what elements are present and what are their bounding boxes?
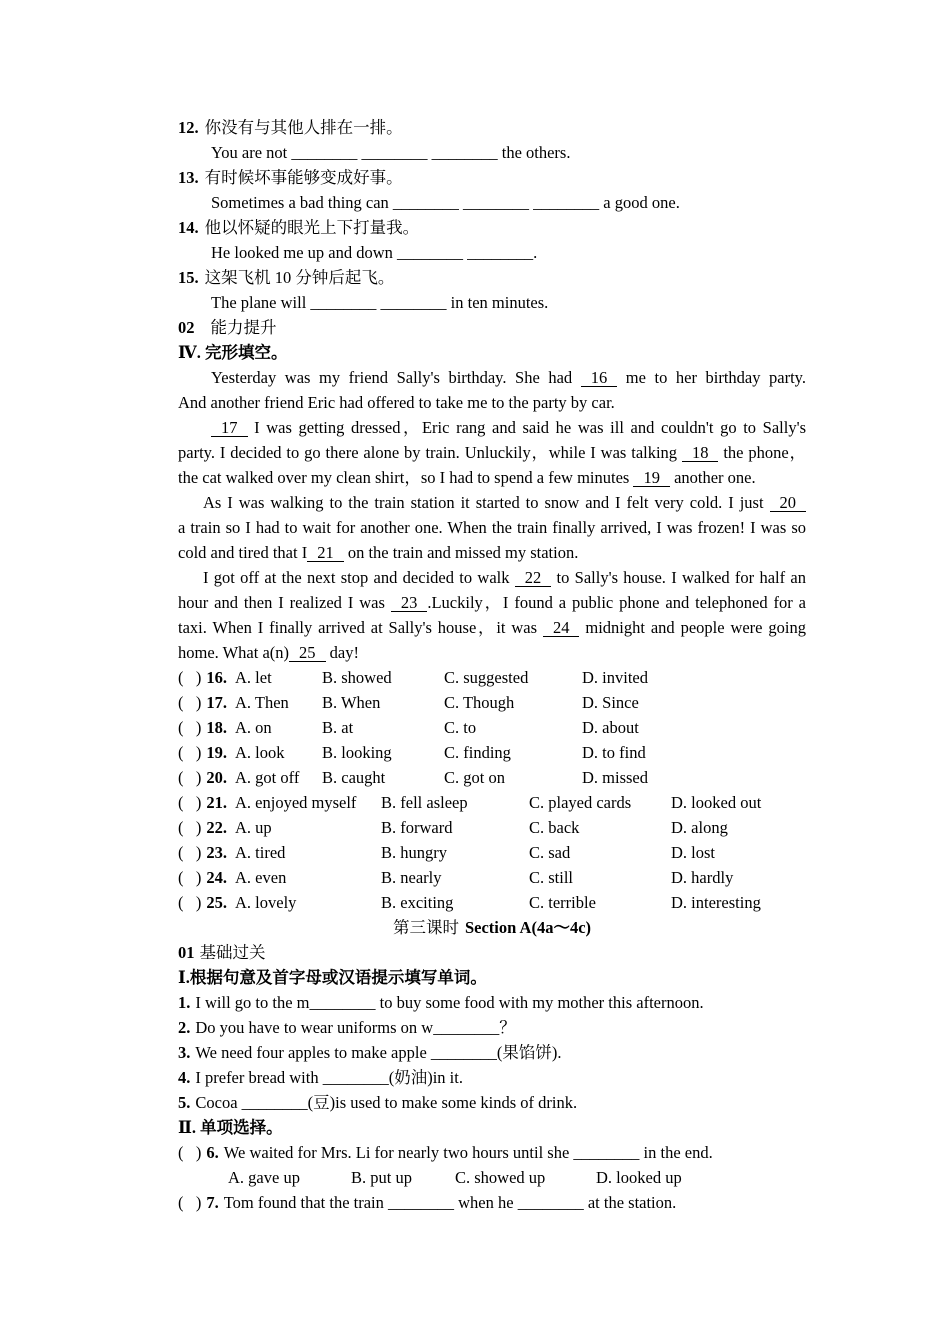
answer-bracket: ( ) [178,818,202,837]
option-d: D. lost [671,843,716,862]
cloze-line [178,640,806,665]
answer-bracket: ( ) [178,718,202,737]
cloze-line [178,515,806,540]
item-text: We need four apples to make apple ________(果馅饼). [195,1043,562,1062]
cloze-text: a train so I had to wait for another one. When the train finally arrived, I was frozen! I was so [178,518,806,537]
option-d: D. interesting [671,893,761,912]
cloze-text: Yesterday was my friend Sally's birthday. She had [211,368,581,387]
chinese-sentence: 有时候坏事能够变成好事。 [204,168,403,187]
option-b: B. put up [351,1168,412,1187]
question-text: We waited for Mrs. Li for nearly two hours until she ________ in the end. [223,1143,713,1162]
section-2-heading: Ⅱ. 单项选择。 [178,1118,283,1137]
translation-item-12 [178,115,806,140]
cloze-line [178,365,806,390]
answer-bracket: ( ) [178,1193,202,1212]
option-d: D. along [671,818,728,837]
cloze-blank-18: 18 [682,445,719,462]
option-a: A. look [235,743,285,762]
cloze-blank-16: 16 [581,370,618,387]
item-text: I will go to the m________ to buy some food with my mother this afternoon. [195,993,704,1012]
chinese-sentence: 他以怀疑的眼光上下打量我。 [204,218,420,237]
cloze-text: midnight and people were going [579,618,806,637]
question-number: 20. [206,768,227,787]
cloze-line [178,465,806,490]
question-row-16 [178,665,806,690]
cloze-line [178,440,806,465]
item-number: 3. [178,1043,191,1062]
option-c: C. still [529,868,574,887]
item-number: 2. [178,1018,191,1037]
lesson-title-en: Section A(4a～4c) [464,918,592,937]
option-a: A. Then [235,693,289,712]
option-b: B. nearly [381,868,442,887]
option-d: D. hardly [671,868,734,887]
answer-bracket: ( ) [178,1143,202,1162]
cloze-blank-17: 17 [211,420,248,437]
option-a: A. lovely [235,893,297,912]
answer-bracket: ( ) [178,768,202,787]
fill-item-3 [178,1040,806,1065]
question-row-22 [178,815,806,840]
translation-item-15 [178,265,806,290]
question-row-21 [178,790,806,815]
item-text: Do you have to wear uniforms on w________？ [195,1018,516,1037]
option-d: D. about [582,718,639,737]
option-a: A. even [235,868,287,887]
cloze-text: .Luckily，I found a public phone and telephoned for a [427,593,806,612]
option-b: B. looking [322,743,392,762]
cloze-blank-20: 20 [770,495,807,512]
option-d: D. looked out [671,793,762,812]
option-b: B. caught [322,768,386,787]
cloze-blank-22: 22 [515,570,552,587]
option-c: C. played cards [529,793,632,812]
cloze-text: home. What a(n) [178,643,290,662]
question-row-7 [178,1190,806,1215]
question-number: 6. [206,1143,219,1162]
option-c: C. suggested [444,668,529,687]
cloze-line [178,590,806,615]
worksheet-page [178,115,806,1215]
option-d: D. to find [582,743,646,762]
answer-bracket: ( ) [178,793,202,812]
question-options-6 [178,1165,806,1190]
option-b: B. forward [381,818,453,837]
item-text: I prefer bread with ________(奶油)in it. [195,1068,463,1087]
part-title: 基础过关 [199,943,266,962]
item-number: 14. [178,218,199,237]
option-d: D. looked up [596,1168,682,1187]
option-d: D. missed [582,768,648,787]
question-number: 22. [206,818,227,837]
cloze-blank-19: 19 [633,470,670,487]
fill-item-2 [178,1015,806,1040]
cloze-text: party. I decided to go there alone by train. Unluckily，while I was talking [178,443,682,462]
answer-bracket: ( ) [178,743,202,762]
cloze-blank-24: 24 [543,620,580,637]
cloze-text: hour and then I realized I was [178,593,391,612]
cloze-text: And another friend Eric had offered to take me to the party by car. [178,393,615,412]
cloze-text: As I was walking to the train station it started to snow and I felt very cold. I just [203,493,770,512]
option-a: A. tired [235,843,286,862]
answer-bracket: ( ) [178,668,202,687]
cloze-text: day! [325,643,359,662]
question-number: 16. [206,668,227,687]
question-row-25 [178,890,806,915]
option-b: B. hungry [381,843,447,862]
option-c: C. back [529,818,580,837]
question-number: 23. [206,843,227,862]
english-sentence: You are not ________ ________ ________ the others. [211,143,571,162]
chinese-sentence: 你没有与其他人排在一排。 [204,118,403,137]
answer-bracket: ( ) [178,693,202,712]
answer-bracket: ( ) [178,868,202,887]
question-number: 17. [206,693,227,712]
option-a: A. up [235,818,272,837]
chinese-sentence: 这架飞机 10 分钟后起飞。 [204,268,395,287]
option-b: B. When [322,693,381,712]
item-number: 13. [178,168,199,187]
cloze-text: the cat walked over my clean shirt，so I had to spend a few minutes [178,468,634,487]
english-sentence: He looked me up and down ________ ________. [211,243,538,262]
answer-bracket: ( ) [178,843,202,862]
cloze-line [178,490,806,515]
option-b: B. exciting [381,893,454,912]
fill-item-5 [178,1090,806,1115]
option-c: C. Though [444,693,515,712]
part-02-heading [178,315,806,340]
lesson-title [178,915,806,940]
part-number: 02 [178,318,195,337]
question-number: 21. [206,793,227,812]
option-c: C. showed up [455,1168,546,1187]
part-01-heading [178,940,806,965]
cloze-blank-21: 21 [307,545,344,562]
cloze-line [178,390,806,415]
option-a: A. got off [235,768,300,787]
english-sentence: The plane will ________ ________ in ten minutes. [211,293,549,312]
option-c: C. finding [444,743,511,762]
option-c: C. sad [529,843,571,862]
item-number: 5. [178,1093,191,1112]
option-c: C. to [444,718,477,737]
question-row-18 [178,715,806,740]
option-d: D. invited [582,668,648,687]
question-text: Tom found that the train ________ when he ________ at the station. [223,1193,677,1212]
option-a: A. gave up [228,1168,300,1187]
cloze-text: I was getting dressed，Eric rang and said he was ill and couldn't go to Sally's [247,418,806,437]
option-a: A. enjoyed myself [235,793,357,812]
question-number: 7. [206,1193,219,1212]
question-number: 24. [206,868,227,887]
option-a: A. on [235,718,272,737]
question-number: 25. [206,893,227,912]
option-d: D. Since [582,693,639,712]
part-number: 01 [178,943,195,962]
option-b: B. at [322,718,354,737]
cloze-line [178,615,806,640]
question-row-19 [178,740,806,765]
question-row-17 [178,690,806,715]
item-number: 12. [178,118,199,137]
option-a: A. let [235,668,272,687]
cloze-line [178,540,806,565]
question-row-23 [178,840,806,865]
translation-item-14 [178,215,806,240]
cloze-text: on the train and missed my station. [343,543,579,562]
lesson-title-cn: 第三课时 [392,918,459,937]
cloze-text: the phone， [718,443,806,462]
question-row-24 [178,865,806,890]
option-b: B. fell asleep [381,793,468,812]
option-c: C. got on [444,768,505,787]
fill-item-4 [178,1065,806,1090]
answer-bracket: ( ) [178,893,202,912]
item-number: 15. [178,268,199,287]
question-number: 19. [206,743,227,762]
question-number: 18. [206,718,227,737]
item-text: Cocoa ________(豆)is used to make some kinds of drink. [195,1093,578,1112]
cloze-text: taxi. When I finally arrived at Sally's house，it was [178,618,543,637]
cloze-line [178,415,806,440]
question-row-6 [178,1140,806,1165]
english-sentence: Sometimes a bad thing can ________ ________ ________ a good one. [211,193,680,212]
cloze-text: to Sally's house. I walked for half an [551,568,806,587]
cloze-text: another one. [669,468,756,487]
cloze-blank-23: 23 [391,595,428,612]
question-row-20 [178,765,806,790]
option-b: B. showed [322,668,392,687]
translation-item-13 [178,165,806,190]
item-number: 1. [178,993,191,1012]
cloze-text: I got off at the next stop and decided to walk [203,568,515,587]
option-c: C. terrible [529,893,596,912]
cloze-heading: Ⅳ. 完形填空。 [178,343,288,362]
section-1-heading: Ⅰ.根据句意及首字母或汉语提示填写单词。 [178,968,487,987]
cloze-text: me to her birthday party. [617,368,806,387]
fill-item-1 [178,990,806,1015]
cloze-blank-25: 25 [289,645,326,662]
item-number: 4. [178,1068,191,1087]
part-title: 能力提升 [210,318,277,337]
cloze-line [178,565,806,590]
cloze-text: cold and tired that I [178,543,308,562]
